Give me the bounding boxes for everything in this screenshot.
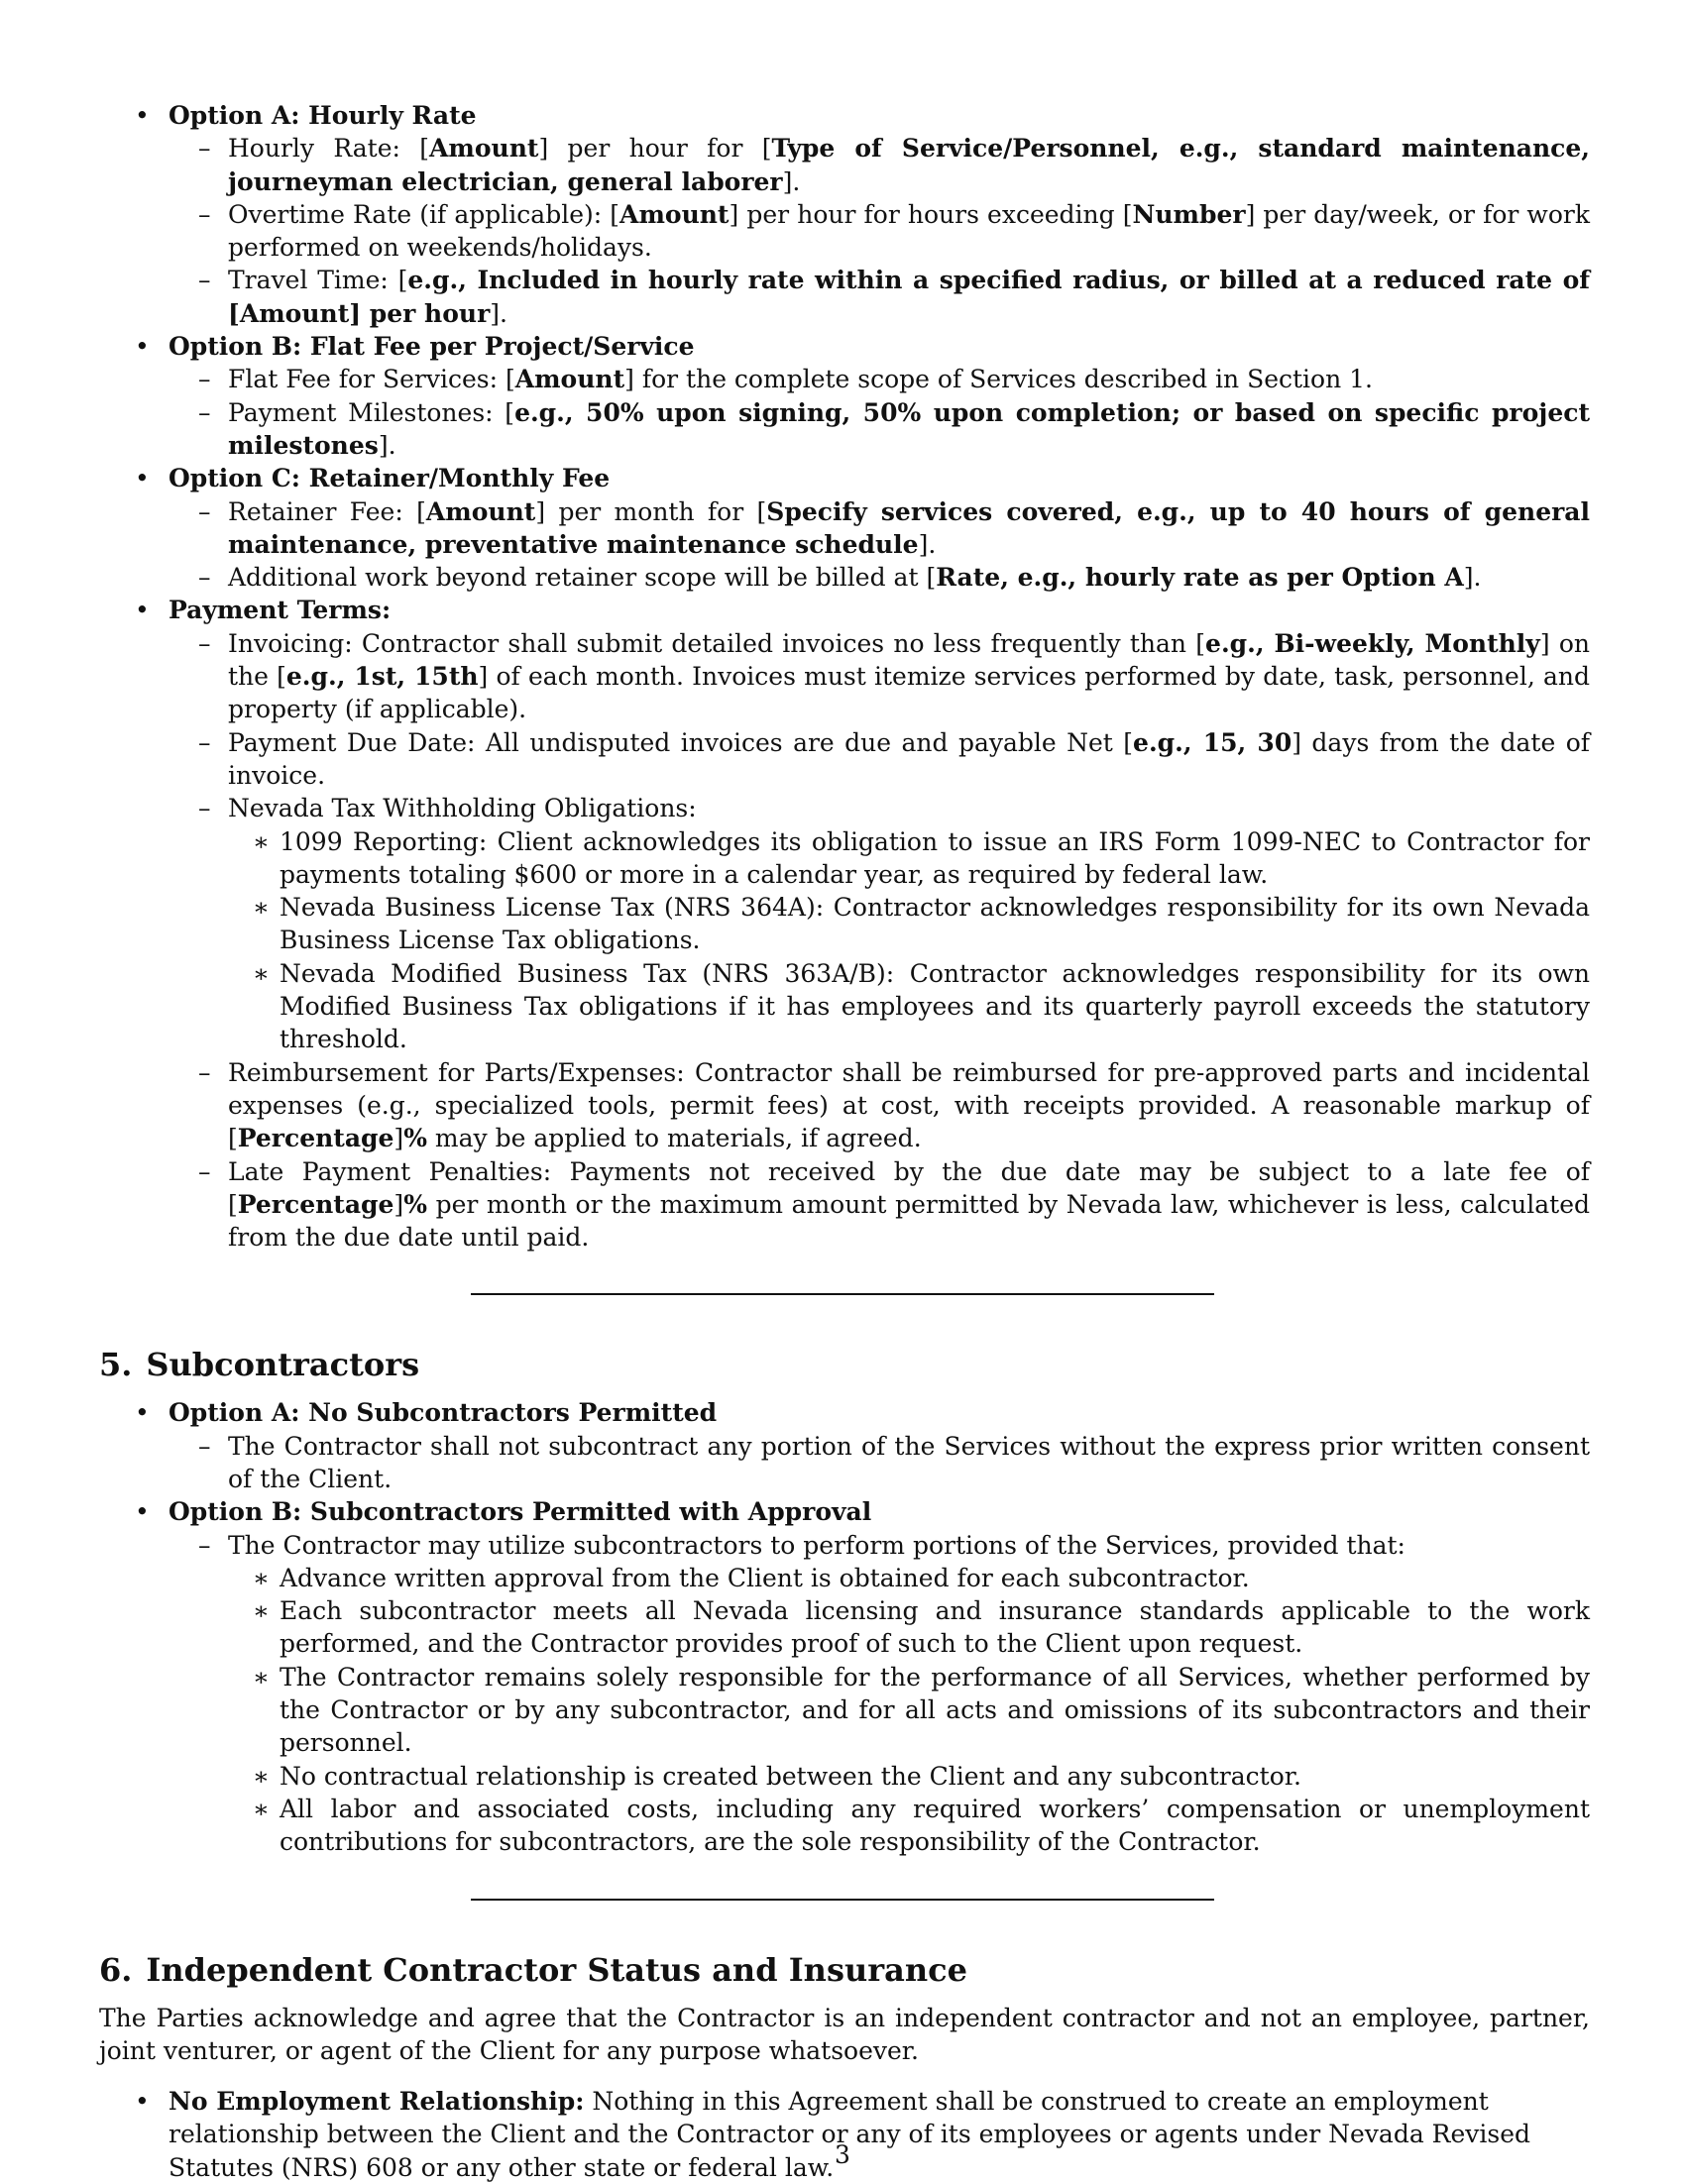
option-b-flat-fee	[99, 330, 1590, 462]
section-5-heading: 5. Subcontractors	[99, 1346, 420, 1384]
option-b-title: Option B: Flat Fee per Project/Service	[168, 332, 695, 362]
option-a-title: Option A: Hourly Rate	[168, 101, 477, 130]
payment-terms	[99, 594, 1590, 1254]
condition-item: ∗ All labor and associated costs, including any required workers’ compensation or unemployment contributions for subcontractors, are the sole responsibility of the Contractor.	[228, 1793, 1590, 1859]
hourly-rate-item: – Hourly Rate: [Amount] per hour for [Type of Service/Personnel, e.g., standard maintenance, journeyman electrician, general laborer].	[168, 132, 1590, 198]
sub-option-b-title: Option B: Subcontractors Permitted with Approval	[168, 1497, 872, 1527]
sub-option-b-text: – The Contractor may utilize subcontractors to perform portions of the Services, provided that: ∗ Advance written approval from the Client is obtained for each subcontractor. ∗ Each subcontractor meets all Nevada licensing and insurance standards applicable to the work performed, and the Contractor provides proof of such to the Client upon request. ∗ The Contractor remains solely responsible for the performance of all Services, whether performed by the Contractor or by any subcontractor, and for all acts and omissions of its subcontractors and their personnel. ∗ No contractual relationship is created between the Client and any subcontractor. ∗ All labor and associated costs, including any required workers’ compensation or unemployment contributions for subcontractors, are the sole responsibility of the Contractor.	[168, 1529, 1590, 1859]
section-divider	[471, 1293, 1214, 1295]
condition-item: ∗ The Contractor remains solely responsible for the performance of all Services, whether performed by the Contractor or by any subcontractor, and for all acts and omissions of its subcontractors and their personnel.	[228, 1661, 1590, 1760]
sub-option-b	[99, 1495, 1590, 1858]
payment-options-list	[99, 99, 1590, 1254]
overtime-rate-item: – Overtime Rate (if applicable): [Amount] per hour for hours exceeding [Number] per day/week, or for work performed on weekends/holidays.	[168, 198, 1590, 265]
tax-item: ∗ Nevada Modified Business Tax (NRS 363A/B): Contractor acknowledges responsibility for its own Modified Business Tax obligations if it has employees and its quarterly payroll exceeds the statutory threshold.	[228, 957, 1590, 1056]
option-c-title: Option C: Retainer/Monthly Fee	[168, 464, 611, 493]
page-number: 3	[835, 2140, 850, 2169]
travel-time-item: – Travel Time: [e.g., Included in hourly rate within a specified radius, or billed at a reduced rate of [Amount] per hour].	[168, 264, 1590, 330]
sub-option-a-text: – The Contractor shall not subcontract any portion of the Services without the express prior written consent of the Client.	[168, 1430, 1590, 1496]
tax-item: ∗ 1099 Reporting: Client acknowledges its obligation to issue an IRS Form 1099-NEC to Contractor for payments totaling $600 or more in a calendar year, as required by federal law.	[228, 825, 1590, 892]
invoicing-item: – Invoicing: Contractor shall submit detailed invoices no less frequently than [e.g., Bi-weekly, Monthly] on the [e.g., 1st, 15th] of each month. Invoices must itemize services performed by date, task, personnel, and property (if applicable).	[168, 627, 1590, 726]
condition-item: ∗ Each subcontractor meets all Nevada licensing and insurance standards applicable to the work performed, and the Contractor provides proof of such to the Client upon request.	[228, 1594, 1590, 1661]
payment-terms-title: Payment Terms:	[168, 596, 392, 625]
due-date-item: – Payment Due Date: All undisputed invoices are due and payable Net [e.g., 15, 30] days from the date of invoice.	[168, 726, 1590, 793]
tax-obligations-item: – Nevada Tax Withholding Obligations: ∗ 1099 Reporting: Client acknowledges its obligation to issue an IRS Form 1099-NEC to Contractor for payments totaling $600 or more in a calendar year, as required by federal law. ∗ Nevada Business License Tax (NRS 364A): Contractor acknowledges responsibility for its own Nevada Business License Tax obligations. ∗ Nevada Modified Business Tax (NRS 363A/B): Contractor acknowledges responsibility for its own Modified Business Tax obligations if it has employees and its quarterly payroll exceeds the statutory threshold.	[168, 792, 1590, 1055]
tax-item: ∗ Nevada Business License Tax (NRS 364A): Contractor acknowledges responsibility for its own Nevada Business License Tax obligations.	[228, 891, 1590, 957]
reimbursement-item: – Reimbursement for Parts/Expenses: Contractor shall be reimbursed for pre-approved parts and incidental expenses (e.g., specialized tools, permit fees) at cost, with receipts provided. A reasonable markup of [Percentage]% may be applied to materials, if agreed.	[168, 1056, 1590, 1155]
section-divider	[471, 1899, 1214, 1901]
condition-item: ∗ Advance written approval from the Client is obtained for each subcontractor.	[228, 1562, 1590, 1594]
sub-option-a-title: Option A: No Subcontractors Permitted	[168, 1398, 718, 1428]
section-6-intro: The Parties acknowledge and agree that the Contractor is an independent contractor and not an employee, partner, joint venturer, or agent of the Client for any purpose whatsoever.	[99, 2003, 1590, 2065]
flat-fee-item: – Flat Fee for Services: [Amount] for the complete scope of Services described in Section 1.	[168, 363, 1590, 395]
document-page	[99, 99, 1590, 2184]
condition-item: ∗ No contractual relationship is created between the Client and any subcontractor.	[228, 1760, 1590, 1793]
option-a-hourly	[99, 99, 1590, 330]
retainer-fee-item: – Retainer Fee: [Amount] per month for [Specify services covered, e.g., up to 40 hours of general maintenance, preventative maintenance schedule].	[168, 495, 1590, 562]
section-6-heading: 6. Independent Contractor Status and Insurance	[99, 1950, 967, 1989]
sub-option-a	[99, 1396, 1590, 1495]
payment-milestones-item: – Payment Milestones: [e.g., 50% upon signing, 50% upon completion; or based on specific project milestones].	[168, 396, 1590, 463]
subcontractor-options-list	[99, 1396, 1590, 1858]
late-payment-item: – Late Payment Penalties: Payments not received by the due date may be subject to a late fee of [Percentage]% per month or the maximum amount permitted by Nevada law, whichever is less, calculated from the due date until paid.	[168, 1155, 1590, 1255]
additional-work-item: – Additional work beyond retainer scope will be billed at [Rate, e.g., hourly rate as per Option A].	[168, 561, 1590, 594]
option-c-retainer	[99, 462, 1590, 594]
no-employment-item: • No Employment Relationship: Nothing in this Agreement shall be construed to create an employment relationship between the Client and the Contractor or any of its employees or agents under Nevada Revised Statutes (NRS) 608 or any other state or federal law.	[99, 2085, 1590, 2184]
